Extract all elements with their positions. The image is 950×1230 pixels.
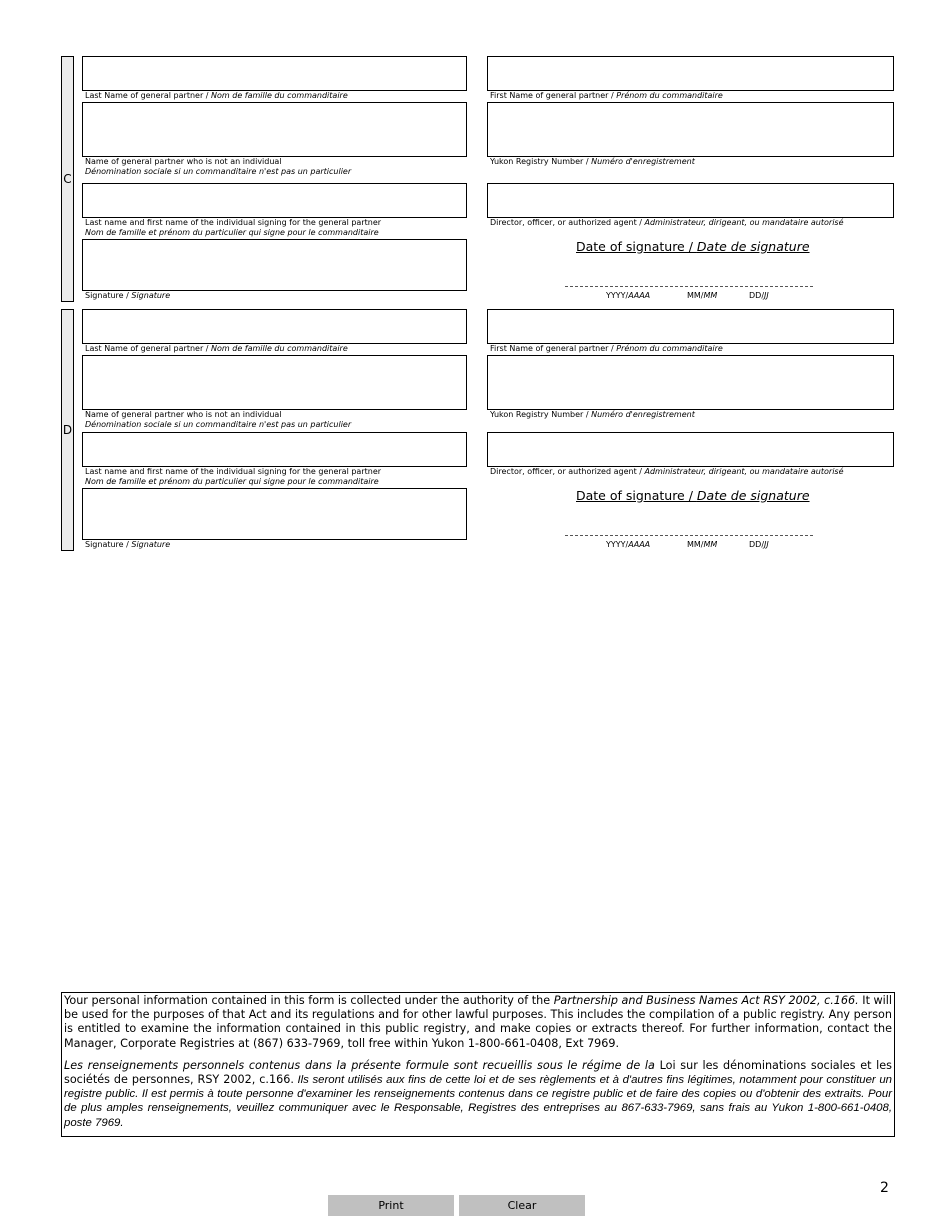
last-name-label: Last Name of general partner / Nom de famille du commanditaire [85, 344, 348, 353]
signature-label: Signature / Signature [85, 291, 171, 300]
signer-name-label: Last name and first name of the individual signing for the general partner Nom de famille et prénom du particulier qui signe pour le commanditaire [85, 467, 382, 486]
registry-number-field[interactable] [487, 102, 894, 157]
last-name-field[interactable] [82, 309, 467, 344]
signature-field[interactable] [82, 488, 467, 540]
first-name-field[interactable] [487, 56, 894, 91]
director-field[interactable] [487, 432, 894, 467]
date-month-label: MM/MM [687, 540, 718, 549]
page-number: 2 [880, 1180, 889, 1196]
signature-field[interactable] [82, 239, 467, 291]
date-signature-line[interactable] [565, 535, 813, 536]
org-name-field[interactable] [82, 102, 467, 157]
registry-number-label: Yukon Registry Number / Numéro d'enregistrement [490, 157, 695, 166]
registry-number-field[interactable] [487, 355, 894, 410]
date-day-label: DD/JJ [749, 540, 769, 549]
signature-label: Signature / Signature [85, 540, 171, 549]
date-year-label: YYYY/AAAA [606, 540, 651, 549]
first-name-label: First Name of general partner / Prénom du commanditaire [490, 91, 723, 100]
date-year-label: YYYY/AAAA [606, 291, 651, 300]
section-c [61, 56, 895, 302]
clear-button[interactable]: Clear [459, 1195, 585, 1216]
signer-name-label: Last name and first name of the individual signing for the general partner Nom de famille et prénom du particulier qui signe pour le commanditaire [85, 218, 382, 237]
org-name-field[interactable] [82, 355, 467, 410]
director-field[interactable] [487, 183, 894, 218]
date-of-signature-title: Date of signature / Date de signature [576, 488, 810, 503]
signer-name-field[interactable] [82, 183, 467, 218]
date-of-signature-title: Date of signature / Date de signature [576, 239, 810, 254]
privacy-notice-en: Your personal information contained in this form is collected under the authority of the Partnership and Business Names Act RSY 2002, c.166. It will be used for the purposes of that Act and its regulations and for other lawful purposes. This includes the compilation of a public registry. Any person is entitled to examine the information contained in this public registry, and make copies or extracts thereof. For further information, contact the Manager, Corporate Registries at (867) 633-7969, toll free within Yukon 1-800-661-0408, Ext 7969. [64, 994, 892, 1050]
director-label: Director, officer, or authorized agent / Administrateur, dirigeant, ou mandataire autorisé [490, 218, 844, 227]
print-button[interactable]: Print [328, 1195, 454, 1216]
last-name-label: Last Name of general partner / Nom de famille du commanditaire [85, 91, 348, 100]
section-letter: D [62, 423, 73, 437]
first-name-label: First Name of general partner / Prénom du commanditaire [490, 344, 723, 353]
date-day-label: DD/JJ [749, 291, 769, 300]
date-signature-line[interactable] [565, 286, 813, 287]
privacy-notice [61, 992, 895, 1137]
date-month-label: MM/MM [687, 291, 718, 300]
section-letter: C [63, 172, 72, 186]
registry-number-label: Yukon Registry Number / Numéro d'enregistrement [490, 410, 695, 419]
director-label: Director, officer, or authorized agent / Administrateur, dirigeant, ou mandataire autorisé [490, 467, 844, 476]
org-name-label: Name of general partner who is not an individual Dénomination sociale si un commanditaire n'est pas un particulier [85, 157, 352, 176]
section-d [61, 309, 895, 551]
last-name-field[interactable] [82, 56, 467, 91]
privacy-notice-fr: Les renseignements personnels contenus dans la présente formule sont recueillis sous le régime de la Loi sur les dénominations sociales et les sociétés de personnes, RSY 2002, c.166. Ils seront utilisés aux fins de cette loi et de ses règlements et à d'autres fins légitimes, notamment pour constituer un registre public. Il est permis à toute personne d'examiner les renseignements contenus dans ce registre public et de faire des copies ou d'obtenir des extraits. Pour de plus amples renseignements, veuillez communiquer avec le Responsable, Registres des entreprises au 867-633-7969, sans frais au Yukon 1-800-661-0408, poste 7969. [64, 1058, 892, 1129]
first-name-field[interactable] [487, 309, 894, 344]
signer-name-field[interactable] [82, 432, 467, 467]
org-name-label: Name of general partner who is not an individual Dénomination sociale si un commanditaire n'est pas un particulier [85, 410, 352, 429]
